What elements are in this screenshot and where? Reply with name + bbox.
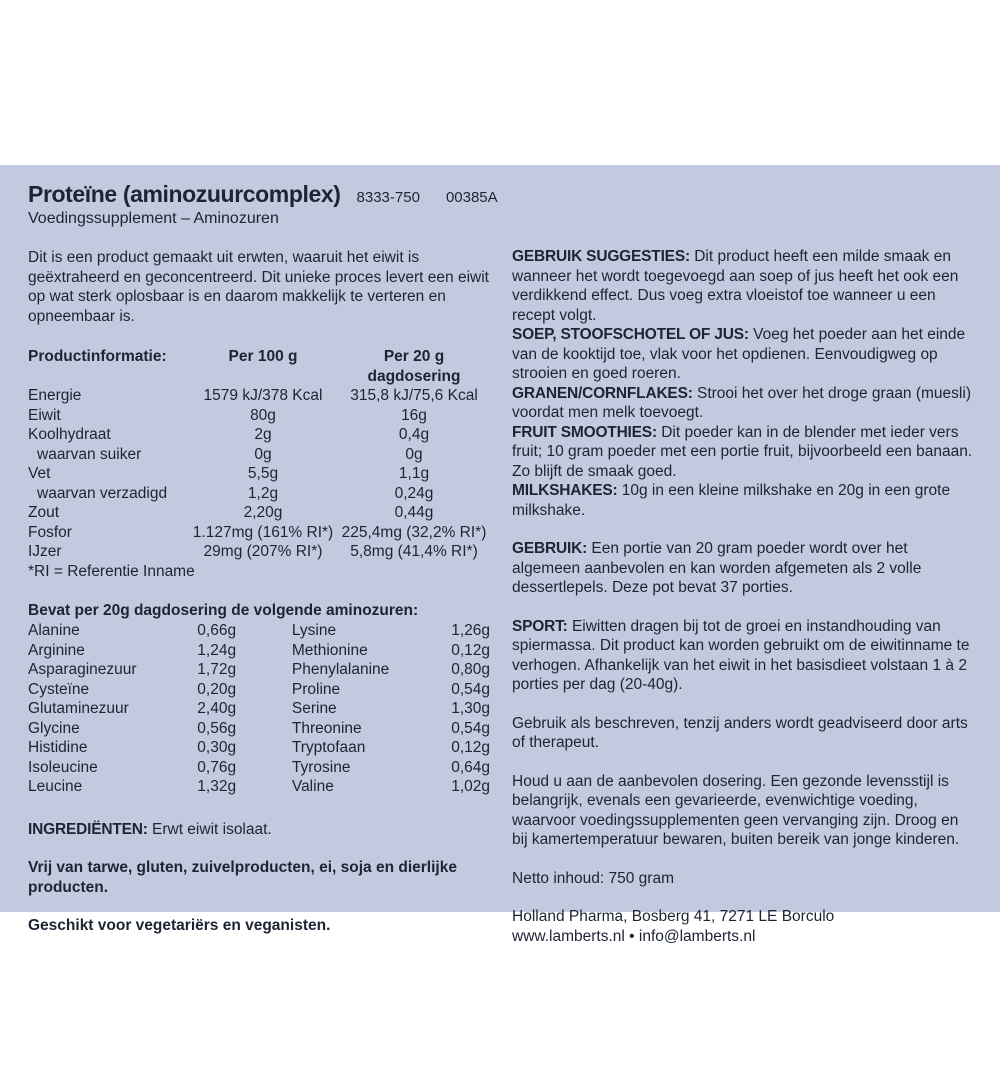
- amino-row: [28, 777, 490, 797]
- nutrient-name: Eiwit: [28, 406, 61, 424]
- usage-text: Dit product heeft een milde smaak en wanneer het wordt toegevoegd aan soep of jus heeft het ook een verdikkend effect. Dus voeg extra vloeistof toe wanneer u een recept volgt.: [512, 248, 959, 324]
- usage-paragraph: [512, 617, 974, 695]
- ingredients-value: Erwt eiwit isolaat.: [152, 820, 272, 838]
- amino-value: 1,30g: [451, 700, 490, 717]
- warning-paragraph: Houd u aan de aanbevolen dosering. Een gezonde levensstijl is belangrijk, evenals een gevarieerde, evenwichtige voeding, waarvoor voedingssupplementen geen vervanging zijn. Droog en bij kamertemperatuur bewaren, buiten bereik van jonge kinderen.: [512, 772, 960, 848]
- usage-paragraph: [512, 325, 974, 384]
- usage-paragraph: [512, 423, 974, 482]
- usage-text: Een portie van 20 gram poeder wordt over het algemeen aanbevolen en kan worden afgemeten als 2 volle dessertlepels. Deze pot bevat 37 porties.: [512, 540, 922, 596]
- nutrition-row: [28, 425, 490, 445]
- column-header-per-100g: Per 100 g: [228, 348, 298, 365]
- amino-value: 0,66g: [197, 622, 237, 639]
- nutrient-per100: 80g: [250, 406, 276, 424]
- amino-name: Valine: [291, 778, 334, 795]
- nutrient-per100: 5,5g: [247, 465, 279, 482]
- usage-text: 10g in een kleine milkshake en 20g in een grote milkshake.: [512, 482, 951, 519]
- article-code: 00385A: [445, 189, 498, 206]
- amino-name: Arginine: [28, 641, 85, 659]
- amino-name: Tyrosine: [291, 758, 351, 776]
- amino-value: 0,80g: [451, 661, 490, 678]
- amino-value: 0,12g: [451, 739, 490, 756]
- nutrient-per100: 0g: [254, 445, 272, 463]
- amino-name: Phenylalanine: [291, 661, 390, 678]
- vegetarian-statement: Geschikt voor vegetariërs en veganisten.: [28, 917, 331, 934]
- nutrient-per100: 2g: [254, 426, 272, 443]
- nutrient-per20: 1,1g: [398, 465, 430, 482]
- nutrient-per20: 0,4g: [398, 426, 430, 443]
- amino-row: [28, 719, 490, 739]
- nutrient-per20: 5,8mg (41,4% RI*): [350, 543, 478, 560]
- nutrient-name: Zout: [28, 504, 60, 521]
- usage-text: Dit poeder kan in de blender met ieder vers fruit; 10 gram poeder met een portie fruit, bijvoorbeeld een banaan. Zo blijft de smaak goed.: [512, 423, 973, 480]
- nutrient-name: Energie: [28, 387, 82, 404]
- amino-table: [28, 601, 490, 797]
- amino-name: Proline: [291, 680, 341, 698]
- ingredients-line: [28, 820, 490, 840]
- amino-name: Threonine: [291, 719, 362, 737]
- nutrient-name: Koolhydraat: [28, 426, 111, 443]
- title-row: [28, 181, 498, 208]
- amino-value: 0,54g: [451, 680, 490, 698]
- nutrient-name: waarvan suiker: [37, 445, 142, 463]
- amino-value: 1,72g: [197, 661, 237, 678]
- contact-line: www.lamberts.nl • info@lamberts.nl: [512, 927, 756, 945]
- nutrient-name: IJzer: [28, 543, 62, 560]
- usage-lead: GRANEN/CORNFLAKES:: [512, 384, 693, 402]
- usage-lead: SOEP, STOOFSCHOTEL OF JUS:: [512, 326, 749, 343]
- nutrition-row: [28, 386, 490, 406]
- nutrient-per20: 225,4mg (32,2% RI*): [341, 523, 487, 541]
- amino-name: Histidine: [28, 739, 88, 756]
- amino-name: Asparaginezuur: [28, 661, 137, 678]
- nutrition-row: [28, 464, 490, 484]
- amino-name: Alanine: [28, 622, 80, 639]
- nutrition-row: [28, 542, 490, 562]
- amino-row: [28, 660, 490, 680]
- amino-value: 0,30g: [197, 739, 237, 756]
- amino-name: Glutaminezuur: [28, 700, 129, 717]
- nutrient-name: waarvan verzadigd: [37, 484, 168, 502]
- amino-value: 1,26g: [451, 622, 490, 639]
- amino-value: 1,02g: [451, 778, 490, 795]
- usage-lead: GEBRUIK SUGGESTIES:: [512, 248, 690, 265]
- amino-row: [28, 680, 490, 700]
- amino-value: 0,20g: [197, 680, 237, 698]
- nutrition-row: [28, 523, 490, 543]
- nutrition-row: [28, 406, 490, 426]
- nutrient-per20: 16g: [401, 406, 427, 424]
- amino-value: 1,24g: [197, 641, 237, 659]
- amino-name: Leucine: [28, 778, 83, 795]
- amino-value: 0,76g: [197, 758, 237, 776]
- usage-paragraph: [512, 539, 974, 598]
- usage-text: Strooi het over het droge graan (muesli) voordat men melk toevoegt.: [512, 384, 971, 421]
- column-header-per-20g: Per 20 g dagdosering: [367, 348, 461, 385]
- product-label: [0, 165, 1000, 945]
- nutrient-per20: 0,24g: [394, 484, 434, 502]
- ingredients-label: INGREDIËNTEN:: [28, 820, 148, 838]
- amino-row: [28, 738, 490, 758]
- amino-name: Serine: [291, 700, 337, 717]
- amino-row: [28, 641, 490, 661]
- nutrition-row: [28, 503, 490, 523]
- nutrient-per20: 0,44g: [394, 504, 434, 521]
- usage-paragraph: [512, 384, 974, 423]
- product-subtitle: Voedingssupplement – Aminozuren: [28, 210, 279, 227]
- usage-lead: SPORT:: [512, 617, 568, 635]
- amino-row: [28, 758, 490, 778]
- nutrient-per100: 1.127mg (161% RI*): [192, 523, 334, 541]
- usage-paragraph: [512, 481, 974, 520]
- right-column: [512, 165, 974, 946]
- amino-row: [28, 621, 490, 641]
- nutrient-per100: 2,20g: [243, 504, 283, 521]
- nutrient-per20: 315,8 kJ/75,6 Kcal: [350, 387, 478, 404]
- amino-table-header: Bevat per 20g dagdosering de volgende aminozuren:: [28, 602, 419, 619]
- usage-text: Voeg het poeder aan het einde van de kooktijd toe, vlak voor het opdienen. Eenvoudigweg op strooien en goed roeren.: [512, 326, 966, 382]
- nutrition-row: [28, 484, 490, 504]
- amino-name: Tryptofaan: [291, 739, 366, 756]
- amino-value: 0,12g: [451, 641, 490, 659]
- net-content: Netto inhoud: 750 gram: [512, 869, 674, 887]
- amino-value: 0,56g: [197, 719, 237, 737]
- amino-value: 1,32g: [197, 778, 237, 795]
- nutrient-per100: 1,2g: [247, 484, 279, 502]
- usage-lead: GEBRUIK:: [512, 540, 588, 557]
- amino-value: 2,40g: [197, 700, 237, 717]
- amino-value: 0,54g: [451, 719, 490, 737]
- manufacturer-address: Holland Pharma, Bosberg 41, 7271 LE Borculo: [512, 908, 835, 925]
- amino-name: Glycine: [28, 719, 80, 737]
- nutrient-per100: 1579 kJ/378 Kcal: [203, 387, 323, 404]
- nutrition-table: [28, 347, 490, 581]
- nutrition-table-title: Productinformatie:: [28, 348, 167, 365]
- amino-name: Isoleucine: [28, 758, 98, 776]
- product-title: Proteïne (aminozuurcomplex): [28, 181, 341, 207]
- amino-name: Methionine: [291, 641, 368, 659]
- nutrition-header-row: [28, 347, 490, 386]
- nutrient-per20: 0g: [405, 445, 423, 463]
- advice-paragraph: Gebruik als beschreven, tenzij anders wordt geadviseerd door arts of therapeut.: [512, 714, 968, 751]
- amino-name: Lysine: [291, 622, 337, 639]
- usage-paragraph: [512, 247, 974, 325]
- usage-lead: FRUIT SMOOTHIES:: [512, 423, 657, 441]
- amino-name: Cysteïne: [28, 680, 90, 698]
- usage-text: Eiwitten dragen bij tot de groei en instandhouding van spiermassa. Dit product kan worden gebruikt om de eiwitinname te verhogen. Afhankelijk van het eiwit in het basisdieet volstaan 1 à 2 porties per dag (20-40g).: [512, 617, 970, 693]
- amino-value: 0,64g: [451, 758, 490, 776]
- nutrition-row: [28, 445, 490, 465]
- intro-paragraph: Dit is een product gemaakt uit erwten, waaruit het eiwit is geëxtraheerd en geconcentreerd. Dit unieke proces levert een eiwit op wat sterk oplosbaar is en daarom makkelijk te verteren en opneembaar is.: [28, 249, 489, 325]
- nutrient-name: Vet: [28, 465, 51, 482]
- usage-lead: MILKSHAKES:: [512, 482, 618, 499]
- nutrient-name: Fosfor: [28, 523, 72, 541]
- left-column: [28, 165, 498, 936]
- free-from-statement: Vrij van tarwe, gluten, zuivelproducten, ei, soja en dierlijke producten.: [28, 859, 457, 896]
- ri-footnote: *RI = Referentie Inname: [28, 562, 195, 580]
- product-code: 8333-750: [356, 189, 420, 206]
- nutrient-per100: 29mg (207% RI*): [203, 543, 323, 560]
- amino-row: [28, 699, 490, 719]
